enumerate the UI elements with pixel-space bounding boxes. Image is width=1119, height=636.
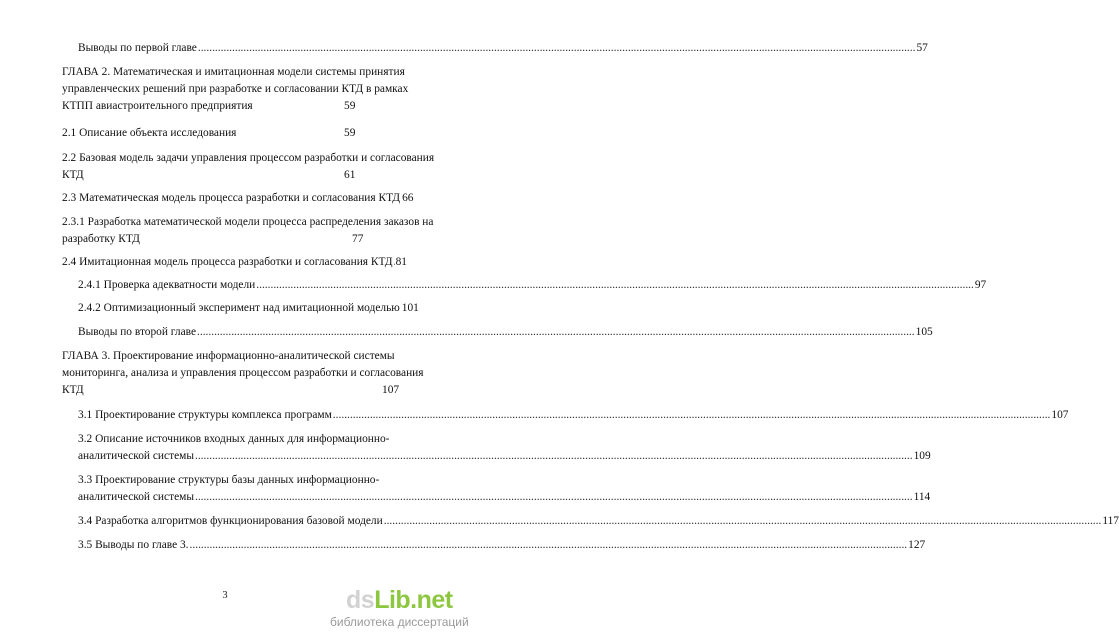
toc-entry [78,300,419,317]
toc-entry-page: 105 [915,326,933,338]
toc-entry-leader-line [78,489,931,506]
dot-leader [384,513,1102,530]
watermark-tagline: библиотека диссертаций [330,615,469,629]
toc-entry-title-continued: КТПП авиастроительного предприятия [62,100,253,112]
dot-leader [195,448,913,465]
toc-entry-page: 117 [1102,515,1119,527]
toc-entry-title: 2.4.1 Проверка адекватности модели [78,279,256,291]
toc-entry-page: 59 [344,100,356,112]
toc-entry-page: 61 [344,169,356,181]
toc-entry [62,64,407,115]
toc-entry-page: 57 [916,42,928,54]
toc-entry [62,214,434,248]
toc-entry-page: 107 [382,384,400,396]
toc-entry-title-continued: КТД [62,384,84,396]
toc-entry-title: ГЛАВА 3. Проектирование информационно-аналитической системы [62,350,395,362]
toc-entry-leader-line [78,407,1069,424]
toc-entry-leader-line [62,254,407,271]
toc-entry [78,277,987,294]
toc-entry-leader-line [78,448,931,465]
dot-leader [333,407,1051,424]
toc-entry-title: Выводы по первой главе [78,42,197,54]
toc-entry [78,40,928,57]
toc-entry [78,537,926,554]
toc-entry [78,431,931,465]
toc-entry-title-continued: аналитической системы [78,450,194,462]
toc-entry-title: 3.1 Проектирование структуры комплекса программ [78,409,332,421]
toc-entry-title: 2.4 Имитационная модель процесса разработки и согласования КТД [62,256,393,268]
toc-entry-title: 2.3.1 Разработка математической модели процесса распределения заказов на [62,216,434,228]
toc-entry-page: 81 [395,256,407,268]
toc-entry-page: 107 [1051,409,1069,421]
toc-entry-title-continued: мониторинга, анализа и управления процессом разработки и согласования [62,367,424,379]
toc-entry [62,190,414,207]
dot-leader [198,40,916,57]
toc-entry-leader-line [78,40,928,57]
toc-entry-page: 114 [913,491,931,503]
toc-entry-title: 2.4.2 Оптимизационный эксперимент над имитационной моделью [78,302,400,314]
toc-entry-page: 127 [908,539,926,551]
toc-entry [62,348,424,399]
toc-entry [62,150,435,184]
toc-entry [62,125,407,142]
toc-entry-page: 66 [402,192,414,204]
toc-entry-title: 3.5 Выводы по главе 3. [78,539,189,551]
dot-leader [190,537,908,554]
watermark-logo [346,586,453,614]
toc-entry-title: 3.4 Разработка алгоритмов функционирования базовой модели [78,515,383,527]
watermark-logo-prefix: ds [346,586,375,614]
toc-entry-page: 101 [401,302,419,314]
toc-entry [78,407,1069,424]
toc-entry-title: 2.1 Описание объекта исследования [62,127,237,139]
toc-entry-title: 3.2 Описание источников входных данных для информационно- [78,433,390,445]
dot-leader [256,277,974,294]
toc-entry-leader-line [78,537,926,554]
dot-leader [197,324,915,341]
watermark-logo-domain: Lib.net [374,586,453,614]
site-watermark [330,586,469,632]
toc-entry-leader-line [78,324,933,341]
toc-entry-title-continued: разработку КТД [62,233,140,245]
toc-entry [78,324,933,341]
toc-entry-page: 97 [974,279,987,291]
toc-entry-page: 77 [352,233,364,245]
toc-entry-leader-line [78,513,1119,530]
toc-entry-title: ГЛАВА 2. Математическая и имитационная модели системы принятия [62,66,405,78]
toc-entry-title: 2.3 Математическая модель процесса разработки и согласования КТД [62,192,401,204]
toc-entry-title-continued: КТД [62,169,84,181]
toc-entry-page: 59 [344,127,356,139]
page-number: 3 [222,590,228,601]
toc-entry-title-continued: управленческих решений при разработке и согласовании КТД в рамках [62,83,409,95]
toc-entry-title-continued: аналитической системы [78,491,194,503]
toc-entry-title: 3.3 Проектирование структуры базы данных информационно- [78,474,380,486]
toc-entry-title: Выводы по второй главе [78,326,197,338]
toc-entry-leader-line [62,190,414,207]
toc-entry-page: 109 [913,450,931,462]
toc-entry [78,472,931,506]
toc-entry [78,513,1119,530]
dot-leader [393,254,394,271]
toc-entry-title: 2.2 Базовая модель задачи управления процессом разработки и согласования [62,152,435,164]
toc-entry-leader-line [78,300,419,317]
dot-leader [195,489,913,506]
toc-entry-leader-line [78,277,987,294]
toc-entry [62,254,407,271]
